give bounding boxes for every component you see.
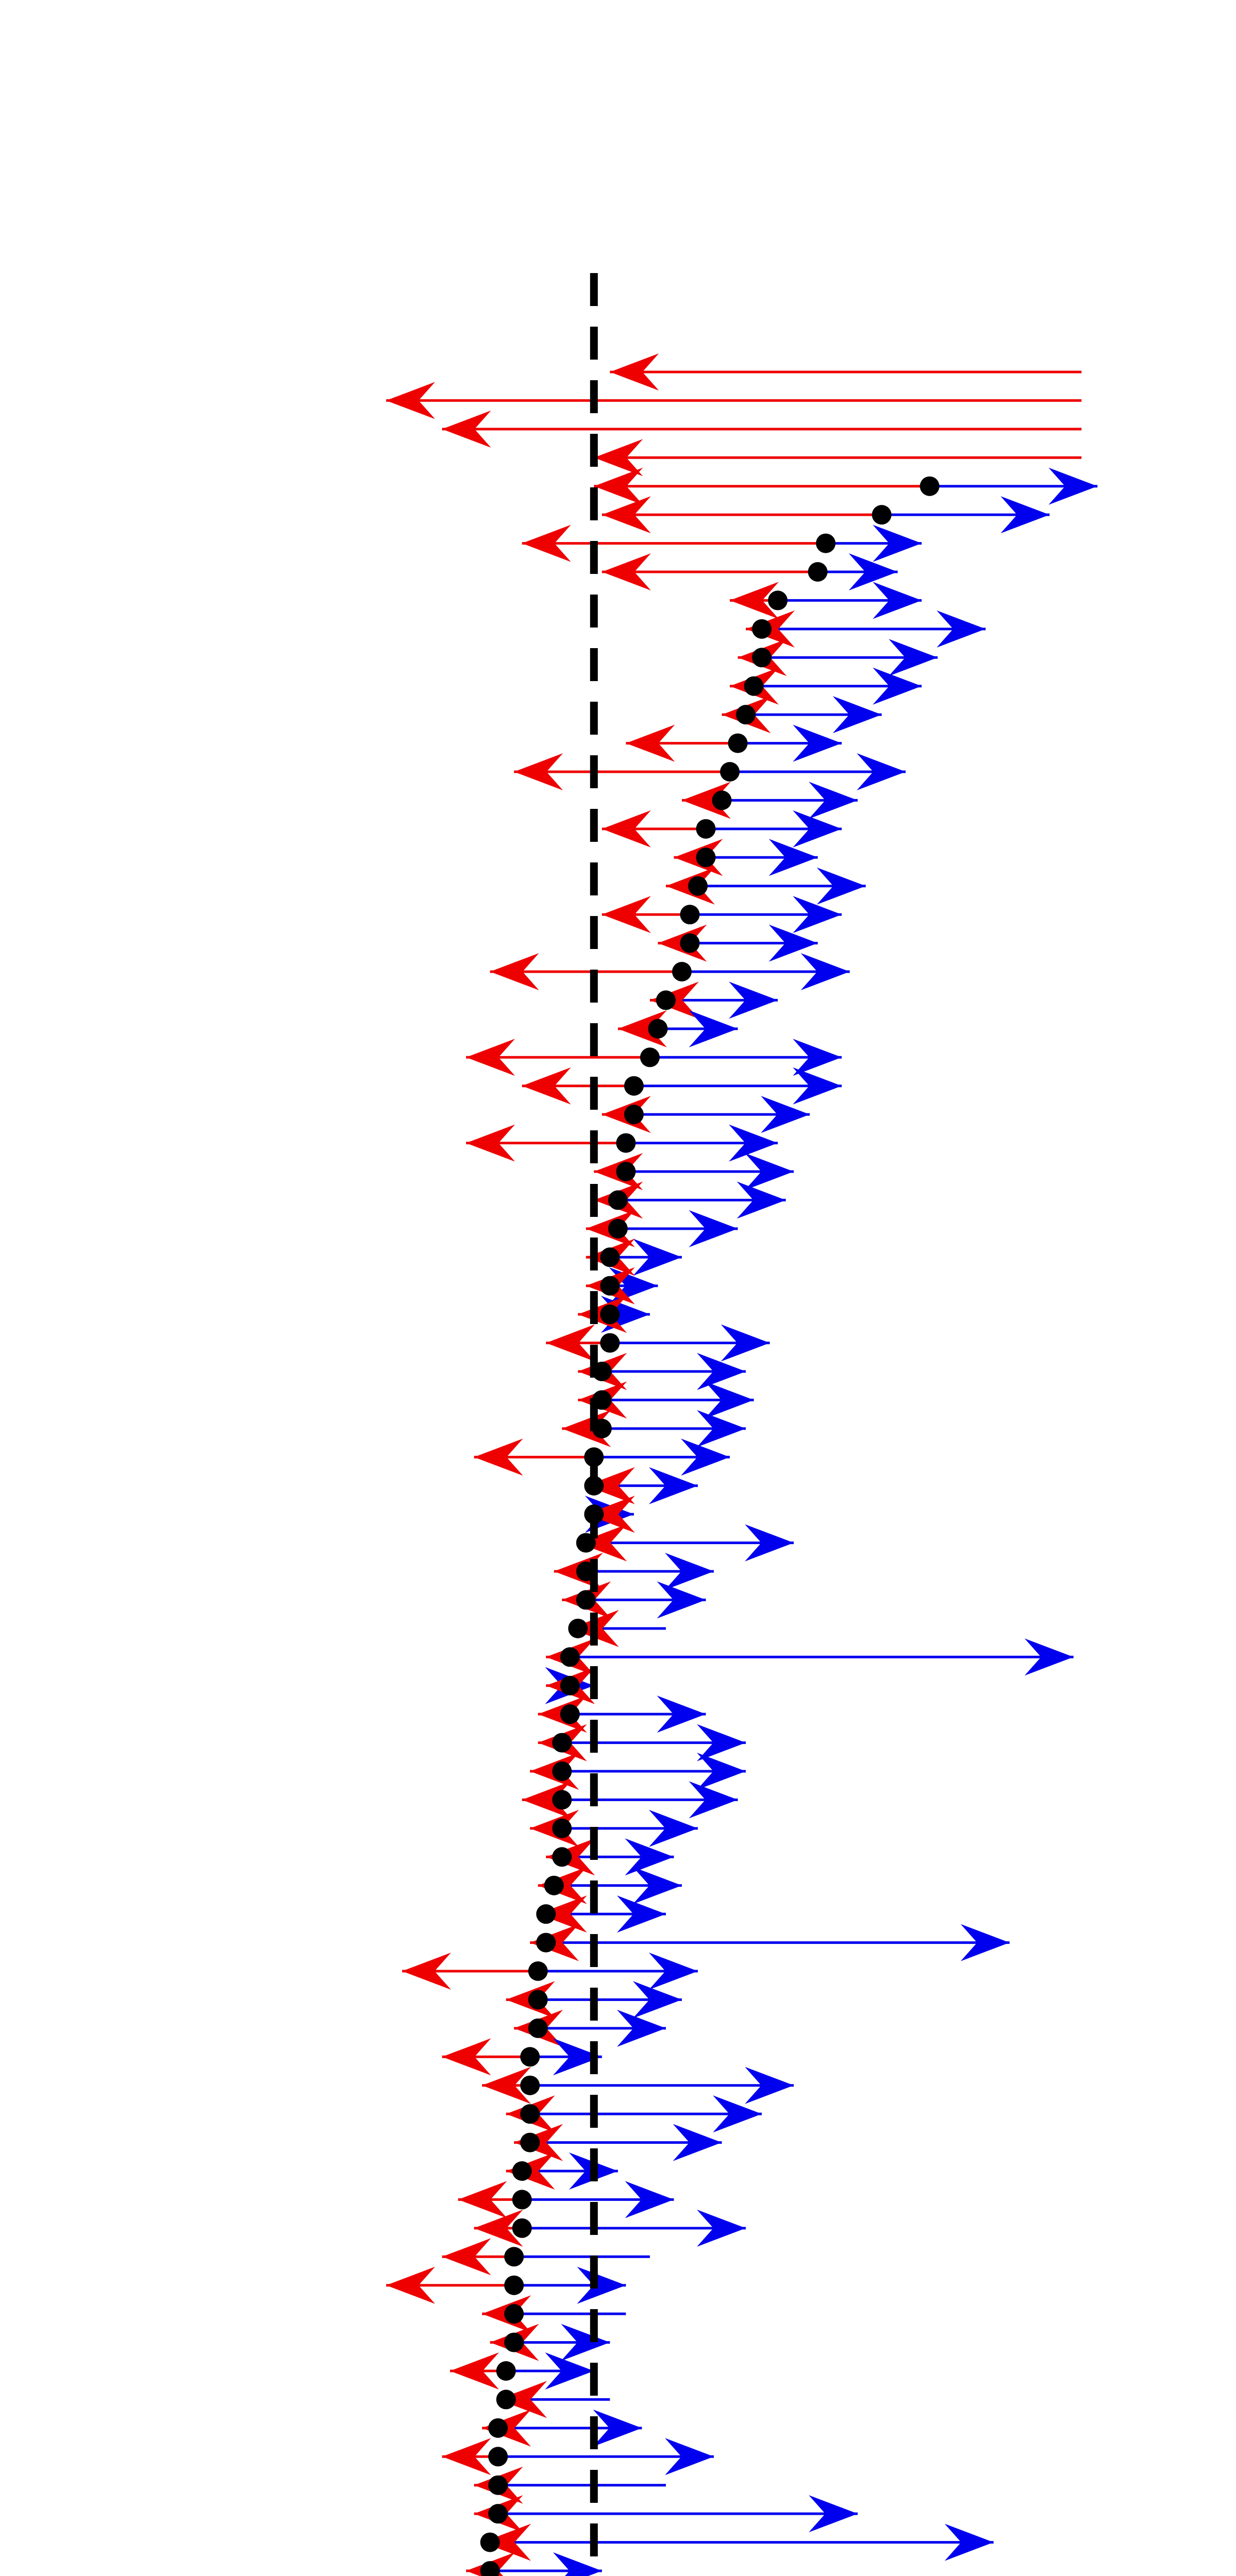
series-row bbox=[514, 2124, 722, 2161]
series-row bbox=[584, 1467, 698, 1504]
data-point bbox=[608, 1190, 628, 1210]
data-point bbox=[728, 734, 748, 753]
data-point bbox=[520, 2076, 540, 2095]
series-row bbox=[536, 1895, 666, 1933]
series-row bbox=[474, 2467, 665, 2504]
data-point bbox=[480, 2533, 500, 2552]
series-row bbox=[474, 1438, 730, 1476]
data-point bbox=[680, 905, 700, 924]
data-point bbox=[720, 762, 740, 782]
data-point bbox=[616, 1133, 636, 1153]
series-row bbox=[546, 1638, 1073, 1675]
series-row bbox=[466, 2552, 602, 2576]
data-point bbox=[512, 2161, 532, 2181]
series-row bbox=[466, 1039, 842, 1076]
data-point bbox=[712, 790, 732, 810]
data-point bbox=[600, 1333, 620, 1353]
series-row bbox=[586, 1239, 682, 1276]
data-point bbox=[568, 1619, 588, 1638]
series-row bbox=[576, 1524, 794, 1562]
data-point bbox=[752, 648, 771, 667]
data-point bbox=[488, 2447, 508, 2466]
data-point bbox=[816, 534, 835, 553]
data-point bbox=[680, 934, 700, 953]
series-row bbox=[506, 2153, 618, 2190]
data-point bbox=[520, 2133, 540, 2153]
data-point bbox=[560, 1704, 580, 1724]
data-point bbox=[920, 477, 939, 496]
data-point bbox=[512, 2218, 532, 2238]
data-point bbox=[616, 1162, 636, 1181]
series-row bbox=[626, 725, 842, 762]
series-row bbox=[442, 2438, 714, 2475]
data-point bbox=[520, 2104, 540, 2124]
series-row bbox=[594, 468, 1097, 505]
data-point bbox=[512, 2190, 532, 2209]
series-row bbox=[442, 2238, 650, 2275]
data-point bbox=[528, 2019, 548, 2038]
series-row bbox=[568, 1610, 666, 1647]
series-row bbox=[474, 2495, 857, 2532]
series-row bbox=[658, 925, 817, 962]
series-row bbox=[594, 439, 1082, 476]
data-point bbox=[552, 1733, 572, 1753]
data-point bbox=[552, 1790, 572, 1809]
data-point bbox=[488, 2476, 508, 2495]
series-row bbox=[514, 2010, 666, 2047]
series-row bbox=[458, 2181, 674, 2218]
series-row bbox=[602, 1096, 810, 1133]
series-row bbox=[466, 1125, 778, 1162]
series-row bbox=[386, 382, 1082, 419]
data-point bbox=[544, 1876, 564, 1895]
data-point bbox=[624, 1076, 644, 1096]
data-point bbox=[648, 1019, 667, 1039]
series-row bbox=[602, 553, 898, 590]
series-row bbox=[514, 753, 905, 790]
series-row bbox=[482, 2067, 794, 2104]
series-row bbox=[530, 1810, 698, 1847]
data-point bbox=[488, 2504, 508, 2523]
data-point bbox=[552, 1819, 572, 1838]
data-point bbox=[768, 590, 787, 610]
data-point bbox=[576, 1590, 596, 1609]
data-point bbox=[736, 705, 756, 724]
series-row bbox=[530, 1924, 1009, 1961]
data-point bbox=[528, 1990, 548, 2009]
series-row bbox=[482, 2295, 626, 2332]
series-row bbox=[610, 353, 1082, 391]
data-point bbox=[496, 2361, 516, 2381]
series-row bbox=[442, 2038, 602, 2075]
data-point bbox=[560, 1647, 580, 1667]
series-row bbox=[562, 1581, 706, 1618]
data-point bbox=[752, 619, 771, 639]
data-point bbox=[640, 1047, 660, 1067]
series-row bbox=[562, 1410, 746, 1447]
data-point bbox=[552, 1847, 572, 1867]
data-point bbox=[504, 2247, 524, 2266]
data-point bbox=[624, 1105, 644, 1124]
data-point bbox=[696, 848, 716, 867]
data-point bbox=[656, 990, 676, 1010]
series-row bbox=[522, 1781, 738, 1818]
data-point bbox=[696, 819, 716, 839]
data-point bbox=[504, 2304, 524, 2324]
series-row bbox=[666, 868, 866, 905]
series-row bbox=[474, 2210, 746, 2247]
series-row bbox=[538, 1724, 746, 1761]
series-row bbox=[538, 1696, 706, 1733]
data-point bbox=[608, 1219, 628, 1239]
series-row bbox=[682, 782, 857, 819]
series-layer bbox=[265, 353, 1097, 2576]
data-point bbox=[528, 1961, 548, 1981]
series-row bbox=[506, 2095, 762, 2132]
series-row bbox=[545, 1667, 595, 1704]
series-row bbox=[386, 2267, 626, 2304]
series-row bbox=[594, 1181, 785, 1218]
data-point bbox=[688, 876, 708, 896]
data-point bbox=[600, 1276, 620, 1296]
data-point bbox=[504, 2333, 524, 2352]
series-row bbox=[546, 1325, 770, 1362]
series-row bbox=[554, 1553, 714, 1590]
series-row bbox=[482, 2410, 642, 2447]
series-row bbox=[522, 525, 922, 562]
series-row bbox=[602, 496, 1050, 533]
series-row bbox=[730, 582, 921, 619]
series-row bbox=[490, 953, 850, 990]
data-point bbox=[496, 2389, 516, 2409]
series-row bbox=[602, 810, 842, 848]
series-row bbox=[578, 1353, 746, 1390]
series-row bbox=[442, 411, 1082, 448]
series-row bbox=[722, 696, 882, 733]
data-point bbox=[808, 562, 828, 582]
data-point bbox=[872, 505, 891, 524]
data-point bbox=[536, 1904, 556, 1924]
series-row bbox=[522, 1067, 842, 1105]
series-row bbox=[618, 1010, 738, 1047]
data-point bbox=[520, 2047, 540, 2066]
series-row bbox=[450, 2352, 594, 2389]
series-row bbox=[538, 1867, 682, 1904]
data-point bbox=[600, 1247, 620, 1267]
data-point bbox=[488, 2418, 508, 2438]
data-point bbox=[504, 2276, 524, 2295]
series-row bbox=[602, 896, 842, 933]
series-row bbox=[738, 639, 938, 676]
data-point bbox=[600, 1304, 620, 1324]
data-point bbox=[672, 962, 692, 981]
data-point bbox=[560, 1676, 580, 1696]
series-row bbox=[650, 981, 778, 1019]
data-point bbox=[552, 1761, 572, 1781]
series-row bbox=[530, 1753, 746, 1790]
series-row bbox=[594, 1153, 794, 1190]
data-point bbox=[536, 1933, 556, 1953]
series-row bbox=[586, 1210, 738, 1247]
data-point bbox=[744, 676, 764, 696]
